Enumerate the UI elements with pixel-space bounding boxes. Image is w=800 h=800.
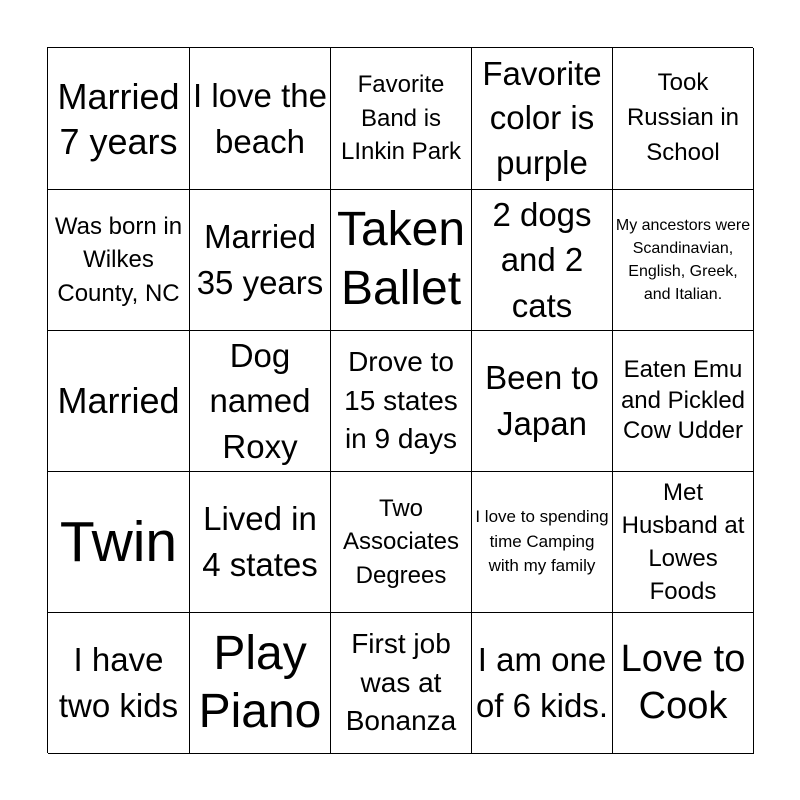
cell-text: Drove to 15 states in 9 days — [344, 346, 458, 455]
bingo-cell[interactable] — [190, 613, 331, 754]
bingo-cell[interactable] — [190, 48, 331, 190]
cell-text: Met Husband at Lowes Foods — [621, 478, 745, 606]
cell-text: First job was at Bonanza — [345, 628, 457, 737]
cell-text: Twin — [59, 509, 178, 574]
cell-text: My ancestors were Scandinavian, English, Greek, and Italian. — [615, 216, 751, 304]
bingo-cell[interactable] — [48, 190, 190, 331]
bingo-cell[interactable] — [331, 190, 472, 331]
cell-text: Play Piano — [198, 627, 322, 738]
bingo-cell[interactable] — [331, 613, 472, 754]
bingo-cell[interactable] — [331, 48, 472, 190]
bingo-cell[interactable] — [472, 48, 613, 190]
bingo-cell[interactable] — [613, 190, 754, 331]
cell-text: Favorite Band is LInkin Park — [340, 71, 462, 166]
bingo-cell[interactable] — [48, 331, 190, 472]
bingo-cell[interactable] — [472, 331, 613, 472]
bingo-cell[interactable] — [613, 613, 754, 754]
bingo-cell[interactable] — [331, 472, 472, 613]
bingo-cell[interactable] — [613, 331, 754, 472]
cell-text: I love to spending time Camping with my family — [475, 507, 609, 576]
bingo-cell[interactable] — [48, 472, 190, 613]
cell-text: 2 dogs and 2 cats — [492, 195, 592, 324]
cell-text: Eaten Emu and Pickled Cow Udder — [620, 355, 746, 445]
cell-text: Taken Ballet — [336, 203, 466, 315]
bingo-cell[interactable] — [472, 190, 613, 331]
bingo-cell[interactable] — [472, 472, 613, 613]
cell-text: Two Associates Degrees — [342, 495, 460, 589]
cell-text: Been to Japan — [485, 359, 599, 442]
cell-text: Lived in 4 states — [202, 500, 318, 583]
bingo-cell[interactable] — [613, 472, 754, 613]
bingo-cell[interactable] — [613, 48, 754, 190]
bingo-cell[interactable] — [190, 190, 331, 331]
bingo-cell[interactable] — [331, 331, 472, 472]
cell-text: I am one of 6 kids. — [475, 641, 609, 724]
bingo-cell[interactable] — [190, 472, 331, 613]
cell-text: I love the beach — [193, 76, 327, 160]
cell-text: Love to Cook — [620, 637, 746, 727]
cell-text: Dog named Roxy — [209, 336, 311, 465]
bingo-board — [47, 47, 753, 753]
bingo-cell[interactable] — [472, 613, 613, 754]
bingo-cell[interactable] — [48, 613, 190, 754]
cell-text: Married 35 years — [196, 218, 324, 301]
cell-text: Married 7 years — [57, 75, 180, 162]
bingo-cell[interactable] — [48, 48, 190, 190]
cell-text: Took Russian in School — [626, 69, 740, 166]
cell-text: I have two kids — [58, 641, 179, 724]
bingo-cell[interactable] — [190, 331, 331, 472]
cell-text: Was born in Wilkes County, NC — [54, 213, 183, 307]
cell-text: Favorite color is purple — [482, 54, 602, 181]
cell-text: Married — [57, 380, 180, 422]
